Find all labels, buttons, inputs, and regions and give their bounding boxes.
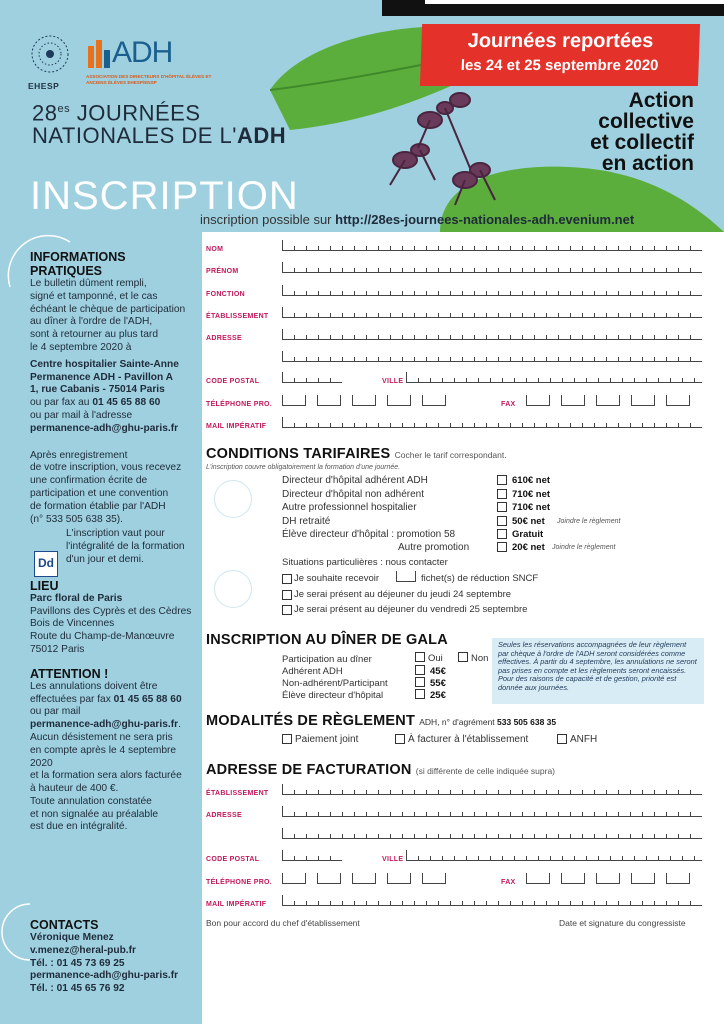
payment-joint-checkbox[interactable]: [282, 734, 292, 744]
gala-non-label: Non: [471, 653, 489, 664]
tarif-label: Directeur d'hôpital non adhérent: [282, 489, 425, 500]
fax-seg[interactable]: [631, 395, 655, 406]
sncf-checkbox[interactable]: [282, 574, 292, 584]
mail-address[interactable]: permanence-adh@ghu-paris.fr: [30, 422, 179, 434]
tarif-price: 50€ net: [512, 516, 545, 527]
tarif-checkbox[interactable]: [497, 529, 507, 539]
mail-prefix: ou par mail à l'adresse: [30, 409, 133, 421]
payment-option: ANFH: [570, 734, 598, 745]
label-mail: MAIL IMPÉRATIF: [206, 901, 267, 908]
inscription-heading: INSCRIPTION: [30, 174, 299, 218]
label-nom: NOM: [206, 246, 224, 253]
payment-option: À facturer à l'établissement: [408, 734, 529, 745]
payment-etablissement-checkbox[interactable]: [395, 734, 405, 744]
gala-oui-label: Oui: [428, 653, 443, 664]
info-line: échéant le chèque de participation: [30, 303, 186, 315]
label-etablissement: ÉTABLISSEMENT: [206, 790, 269, 797]
slogan-line: Action: [628, 89, 694, 112]
lunch1-label: Je serai présent au déjeuner du jeudi 24 septembre: [294, 589, 512, 600]
phone-seg[interactable]: [282, 395, 306, 406]
address-line: 1, rue Cabanis - 75014 Paris: [30, 384, 165, 396]
after-line: de votre inscription, vous recevez: [30, 462, 182, 474]
after-line: (n° 533 505 638 35).: [30, 513, 124, 525]
gala-note: Seules les réservations accompagnées de leur règlement par chèque à l'ordre de l'ADH seront considérées comme effectives. À partir du 4 septembre, les annulations ne seront pas prises en compte et les règlements seront encaissés. Pour des raisons de capacité et de gestion, priorité est donnée aux journées.: [492, 638, 704, 704]
contact-line: Tél. : 01 45 73 69 25: [30, 957, 125, 969]
facturation-title: [206, 762, 555, 778]
prenom-field[interactable]: [282, 262, 702, 273]
billing-adresse-field-1[interactable]: [282, 806, 702, 817]
tarif-label: Autre professionnel hospitalier: [282, 502, 417, 513]
tarif-label: Élève directeur d'hôpital : promotion 58: [282, 529, 456, 540]
title-line2: NATIONALES DE L': [32, 123, 237, 149]
billing-fax-seg[interactable]: [666, 873, 690, 884]
phone-seg[interactable]: [387, 395, 411, 406]
slogan-line: et collectif: [590, 131, 694, 154]
attention-line: en compte après le 4 septembre 2020: [30, 744, 177, 769]
contact-line: Véronique Menez: [30, 932, 114, 943]
lieu-line: Bois de Vincennes: [30, 618, 115, 630]
adh-logo: [86, 36, 212, 85]
tarif-price: 710€ net: [512, 489, 551, 500]
top-white-notch: [425, 0, 724, 4]
adresse-field-2[interactable]: [282, 351, 702, 362]
lieu-name: Parc floral de Paris: [30, 592, 123, 604]
attention-line: et non signalée au préalable: [30, 808, 159, 820]
tarif-extra: Joindre le règlement: [557, 518, 621, 525]
tarif-checkbox[interactable]: [497, 475, 507, 485]
contacts-title: CONTACTS: [30, 918, 99, 932]
tarifs-instruction: Cocher le tarif correspondant.: [394, 450, 507, 460]
tarif-checkbox[interactable]: [497, 502, 507, 512]
tarif-checkbox[interactable]: [497, 489, 507, 499]
attention-title: ATTENTION !: [30, 666, 109, 681]
agrement-prefix: ADH, n° d'agrément: [419, 717, 498, 727]
agrement-number: 533 505 638 35: [497, 717, 557, 727]
gala-checkbox[interactable]: [415, 665, 425, 675]
after-line: une confirmation écrite de: [30, 475, 148, 487]
label-code-postal: CODE POSTAL: [206, 856, 260, 863]
reglement-heading: MODALITÉS DE RÈGLEMENT: [206, 713, 416, 729]
label-ville: VILLE: [382, 378, 404, 385]
lieu-line: Pavillons des Cyprès et des Cèdres: [30, 605, 192, 617]
adh-subtitle: ASSOCIATION DES DIRECTEURS D'HÔPITAL ÉLÈVES ET ANCIENS ÉLÈVES EHESP/ENSP: [86, 74, 212, 85]
attention-dot: .: [178, 719, 181, 731]
ville-field[interactable]: [406, 372, 702, 383]
gala-price: 45€: [430, 666, 446, 677]
reglement-title: [206, 713, 556, 729]
billing-fax-seg[interactable]: [526, 873, 550, 884]
slogan-line: en action: [601, 152, 694, 175]
label-telephone: TÉLÉPHONE PRO.: [206, 879, 273, 886]
datadock-line: L'inscription vaut pour: [66, 528, 165, 540]
attention-line: et la formation sera alors facturée: [30, 770, 182, 782]
label-etablissement: ÉTABLISSEMENT: [206, 313, 269, 320]
gala-title: INSCRIPTION AU DÎNER DE GALA: [206, 632, 448, 648]
gala-label: Non-adhérent/Participant: [282, 678, 388, 689]
sncf-count-field[interactable]: [396, 571, 416, 582]
fax-number: 01 45 65 88 60: [92, 397, 161, 409]
fax-seg[interactable]: [596, 395, 620, 406]
label-fonction: FONCTION: [206, 291, 245, 298]
code-postal-field[interactable]: [282, 372, 342, 383]
phone-seg[interactable]: [317, 395, 341, 406]
nom-field[interactable]: [282, 240, 702, 251]
tarif-price: 610€ net: [512, 475, 551, 486]
fax-prefix: ou par fax au: [30, 397, 93, 409]
billing-phone-seg[interactable]: [387, 873, 411, 884]
address-line: Permanence ADH - Pavillon A: [30, 371, 174, 383]
ehesp-logo: [28, 34, 72, 91]
payment-option: Paiement joint: [295, 734, 359, 745]
info-line: sont à retourner au plus tard: [30, 329, 158, 341]
after-line: de formation établie par l'ADH: [30, 500, 166, 512]
adh-mark-icon: [86, 36, 112, 70]
label-prenom: PRÉNOM: [206, 268, 239, 275]
label-code-postal: CODE POSTAL: [206, 378, 260, 385]
contact-line[interactable]: v.menez@heral-pub.fr: [30, 944, 136, 956]
chevron-decoration-icon: [214, 570, 252, 608]
adresse-field-1[interactable]: [282, 329, 702, 340]
postponed-banner: [420, 24, 700, 86]
contact-line: Tél. : 01 45 65 76 92: [30, 983, 125, 995]
info-title: INFORMATIONS PRATIQUES: [30, 250, 126, 278]
info-section: [30, 250, 198, 834]
address-line: Centre hospitalier Sainte-Anne: [30, 358, 179, 370]
lunch1-checkbox[interactable]: [282, 590, 292, 600]
gala-oui-checkbox[interactable]: [415, 652, 425, 662]
adh-name: ADH: [112, 36, 173, 69]
label-fax: FAX: [501, 401, 516, 408]
label-telephone: TÉLÉPHONE PRO.: [206, 401, 273, 408]
contact-line[interactable]: permanence-adh@ghu-paris.fr: [30, 970, 179, 982]
lunch2-checkbox[interactable]: [282, 605, 292, 615]
info-line: au dîner à l'ordre de l'ADH,: [30, 316, 153, 328]
facturation-subtitle: (si différente de celle indiquée supra): [415, 766, 555, 776]
gala-non-checkbox[interactable]: [458, 652, 468, 662]
datadock-line: d'un jour et demi.: [66, 553, 144, 565]
billing-phone-seg[interactable]: [352, 873, 376, 884]
billing-code-postal-field[interactable]: [282, 850, 342, 861]
gala-participation: Participation au dîner: [282, 654, 372, 665]
page-title: [32, 98, 286, 147]
tarif-price: 710€ net: [512, 502, 551, 513]
fax-seg[interactable]: [561, 395, 585, 406]
chevron-decoration-icon: [214, 480, 252, 518]
info-line: Le bulletin dûment rempli,: [30, 278, 147, 289]
phone-seg[interactable]: [352, 395, 376, 406]
billing-fax-seg[interactable]: [596, 873, 620, 884]
url-prefix: inscription possible sur: [200, 212, 336, 227]
banner-line1: Journées reportées: [467, 30, 654, 52]
sncf-prefix: Je souhaite recevoir: [294, 573, 380, 584]
attention-line: Les annulations doivent être: [30, 680, 158, 692]
gala-label: Élève directeur d'hôpital: [282, 690, 384, 701]
billing-phone-seg[interactable]: [422, 873, 446, 884]
attention-fax: 01 45 65 88 60: [113, 693, 182, 705]
contacts-arc-decoration: [0, 902, 60, 962]
fax-seg[interactable]: [526, 395, 550, 406]
billing-phone-seg[interactable]: [282, 873, 306, 884]
signature-congressiste-label: Date et signature du congressiste: [559, 918, 686, 928]
title-number: 28: [32, 100, 58, 126]
tarif-label: DH retraité: [282, 516, 331, 527]
billing-fax-seg[interactable]: [631, 873, 655, 884]
gala-price: 25€: [430, 690, 446, 701]
tarifs-note: L'inscription couvre obligatoirement la formation d'une journée.: [206, 464, 401, 471]
gala-label: Adhérent ADH: [282, 666, 343, 677]
attention-prefix: effectuées par fax: [30, 693, 114, 705]
signature-chef-label: Bon pour accord du chef d'établissement: [206, 918, 360, 928]
lieu-title: LIEU: [30, 578, 59, 593]
billing-adresse-field-2[interactable]: [282, 828, 702, 839]
info-line: signé et tamponné, et le cas: [30, 290, 158, 302]
lunch2-label: Je serai présent au déjeuner du vendredi 25 septembre: [294, 604, 528, 615]
facturation-heading: ADRESSE DE FACTURATION: [206, 762, 412, 778]
billing-fax-seg[interactable]: [561, 873, 585, 884]
gala-checkbox[interactable]: [415, 689, 425, 699]
url-link[interactable]: http://28es-journees-nationales-adh.evenium.net: [335, 212, 635, 227]
attention-line: à hauteur de 400 €.: [30, 783, 119, 795]
ehesp-label: EHESP: [28, 81, 60, 91]
payment-anfh-checkbox[interactable]: [557, 734, 567, 744]
tarif-price: 20€ net: [512, 542, 545, 553]
billing-etablissement-field[interactable]: [282, 784, 702, 795]
etablissement-field[interactable]: [282, 307, 702, 318]
tarifs-heading: CONDITIONS TARIFAIRES: [206, 446, 391, 462]
action-slogan: [590, 90, 694, 174]
attention-line: Toute annulation constatée: [30, 795, 152, 807]
billing-mail-field[interactable]: [282, 895, 702, 906]
tarif-price: Gratuit: [512, 529, 544, 540]
lieu-line: 75012 Paris: [30, 643, 85, 655]
special-situations: Situations particulières : nous contacter: [282, 557, 448, 568]
tarif-extra: Joindre le règlement: [552, 544, 616, 551]
lieu-line: Route du Champ-de-Manœuvre: [30, 631, 175, 643]
phone-seg[interactable]: [422, 395, 446, 406]
mail-field[interactable]: [282, 417, 702, 428]
label-adresse: ADRESSE: [206, 335, 242, 342]
gala-price: 55€: [430, 678, 446, 689]
label-adresse: ADRESSE: [206, 812, 242, 819]
attention-line: Aucun désistement ne sera pris: [30, 731, 173, 743]
label-fax: FAX: [501, 879, 516, 886]
after-line: Après enregistrement: [30, 449, 128, 461]
fax-seg[interactable]: [666, 395, 690, 406]
after-line: participation et une convention: [30, 487, 169, 499]
fonction-field[interactable]: [282, 285, 702, 296]
info-line: le 4 septembre 2020 à: [30, 341, 132, 353]
gala-checkbox[interactable]: [415, 677, 425, 687]
datadock-line: l'intégralité de la formation: [66, 541, 185, 553]
title-adh: ADH: [236, 123, 287, 149]
datadock-logo: Dd: [34, 551, 58, 577]
sidebar: [0, 232, 202, 1024]
title-line1: JOURNÉES: [70, 100, 201, 126]
ehesp-emblem-icon: [30, 34, 70, 74]
registration-url: [200, 212, 634, 227]
sncf-suffix: fichet(s) de réduction SNCF: [421, 573, 539, 584]
tarif-label: Directeur d'hôpital adhérent ADH: [282, 475, 428, 486]
tarif-checkbox[interactable]: [497, 542, 507, 552]
tarif-label: Autre promotion: [398, 542, 470, 553]
label-ville: VILLE: [382, 856, 404, 863]
title-sup: es: [57, 103, 71, 115]
banner-line2: les 24 et 25 septembre 2020: [460, 57, 659, 74]
header-hero: [0, 0, 724, 232]
tarifs-title: [206, 446, 507, 462]
billing-phone-seg[interactable]: [317, 873, 341, 884]
attention-mail[interactable]: permanence-adh@ghu-paris.fr: [30, 719, 179, 731]
attention-line: ou par mail: [30, 706, 81, 718]
slogan-line: collective: [598, 110, 694, 133]
attention-line: est due en intégralité.: [30, 821, 128, 833]
label-mail: MAIL IMPÉRATIF: [206, 423, 267, 430]
tarif-checkbox[interactable]: [497, 516, 507, 526]
billing-ville-field[interactable]: [406, 850, 702, 861]
